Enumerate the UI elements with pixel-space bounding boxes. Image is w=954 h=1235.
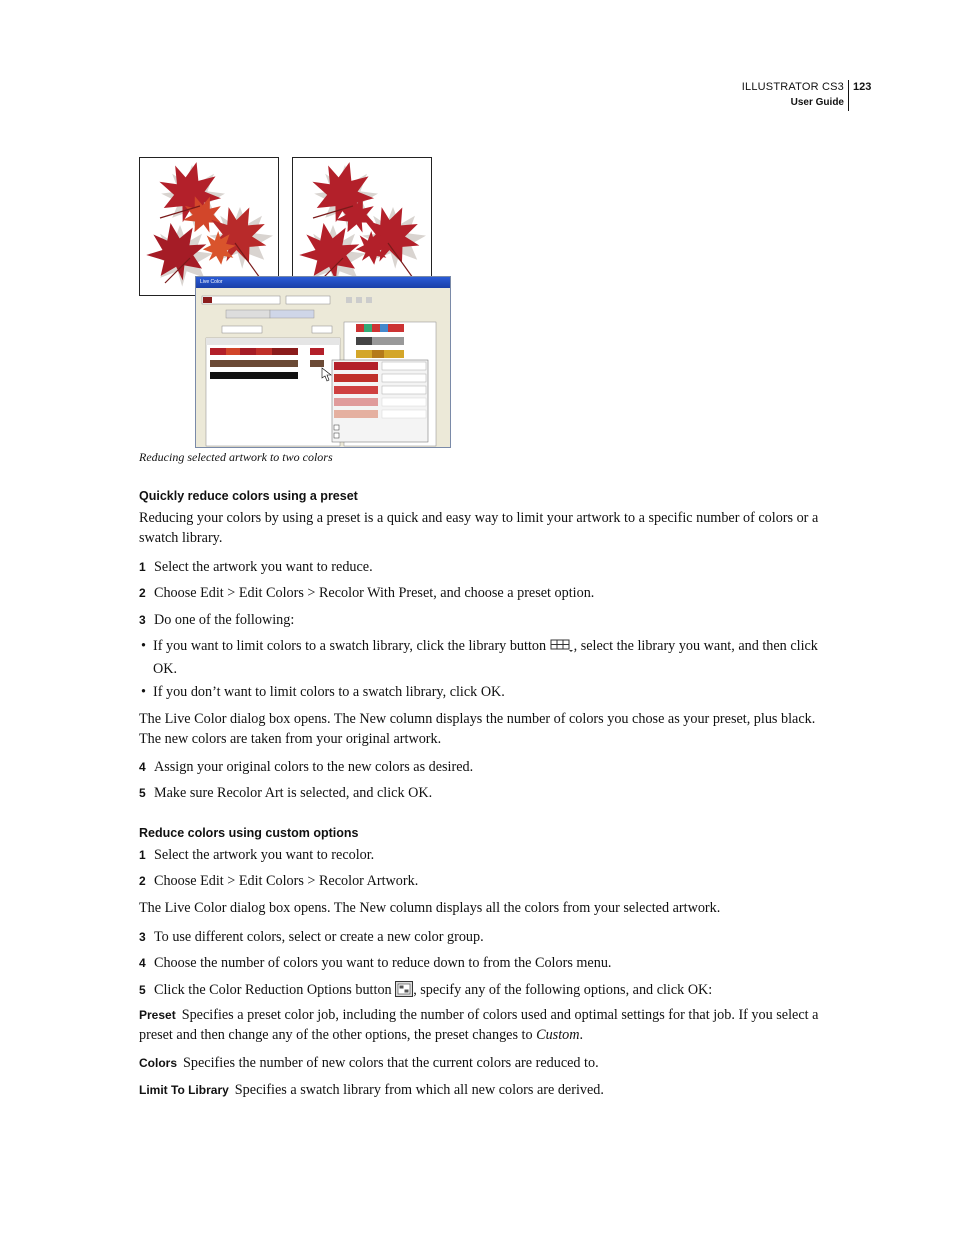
- definition-text: Specifies a swatch library from which all new colors are derived.: [234, 1082, 604, 1098]
- step-text-b: , specify any of the following options, and click OK:: [413, 982, 713, 998]
- step-text: Select the artwork you want to reduce.: [154, 559, 373, 575]
- step-text: Choose Edit > Edit Colors > Recolor With Preset, and choose a preset option.: [154, 585, 595, 601]
- dialog-title: Live Color: [196, 277, 450, 288]
- live-color-dialog-screenshot: [195, 276, 451, 448]
- bullet-text-b: , select the library you want, and then click OK.: [153, 638, 818, 677]
- step-text: Do one of the following:: [154, 612, 295, 628]
- section1-paragraph: The Live Color dialog box opens. The New column displays the number of colors you chose as your preset, plus black. The new colors are taken from your original artwork.: [139, 711, 816, 747]
- step-text-a: Click the Color Reduction Options button: [154, 982, 396, 998]
- guide-name: User Guide: [790, 97, 844, 108]
- step-item: [139, 583, 594, 603]
- step-item: [139, 757, 473, 777]
- step-item: [139, 871, 418, 891]
- figure-caption: Reducing selected artwork to two colors: [139, 450, 333, 464]
- step-number: 5: [139, 983, 146, 997]
- bullet-item: • If you don’t want to limit colors to a swatch library, click OK.: [139, 682, 819, 702]
- definition-limit-to-library: [139, 1080, 819, 1100]
- step-text: To use different colors, select or create a new color group.: [154, 929, 484, 945]
- section-heading-preset: Quickly reduce colors using a preset: [139, 489, 358, 503]
- step-number: 1: [139, 560, 146, 574]
- bullet-text: If you don’t want to limit colors to a swatch library, click OK.: [153, 684, 505, 700]
- step-item: [139, 845, 374, 865]
- definition-term: Preset: [139, 1008, 176, 1022]
- definition-text-b: .: [579, 1027, 584, 1043]
- maple-leaves-two-color-image: [293, 158, 431, 295]
- step-number: 1: [139, 848, 146, 862]
- step-text: Choose the number of colors you want to reduce down to from the Colors menu.: [154, 955, 612, 971]
- section1-intro: Reducing your colors by using a preset is a quick and easy way to limit your artwork to a specific number of colors or a swatch library.: [139, 510, 819, 546]
- product-name: ILLUSTRATOR CS3: [741, 81, 844, 93]
- step-number: 4: [139, 956, 146, 970]
- swatch-library-icon: [550, 639, 574, 659]
- page-number: 123: [848, 80, 871, 111]
- step-number: 2: [139, 586, 146, 600]
- step-text: Assign your original colors to the new colors as desired.: [154, 759, 474, 775]
- step-item: [139, 783, 432, 803]
- step-text: Select the artwork you want to recolor.: [154, 847, 375, 863]
- step-item: [139, 953, 611, 973]
- section2-paragraph: The Live Color dialog box opens. The New column displays all the colors from your selected artwork.: [139, 900, 721, 916]
- step-item: [139, 980, 712, 1003]
- definition-text: Specifies the number of new colors that the current colors are reduced to.: [183, 1055, 599, 1071]
- running-header: [742, 80, 844, 110]
- step-text: Choose Edit > Edit Colors > Recolor Artwork.: [154, 873, 419, 889]
- definition-preset: [139, 1005, 819, 1045]
- step-number: 3: [139, 930, 146, 944]
- dialog-body-image: [196, 288, 450, 447]
- definition-term: Colors: [139, 1056, 178, 1070]
- figure-leaves-live-color: [139, 157, 451, 449]
- step-number: 4: [139, 760, 146, 774]
- definition-text-em: Custom: [536, 1027, 580, 1043]
- step-item: [139, 610, 294, 630]
- step-item: [139, 927, 484, 947]
- color-reduction-options-icon: [395, 981, 413, 1003]
- step-text: Make sure Recolor Art is selected, and click OK.: [154, 785, 433, 801]
- step-number: 2: [139, 874, 146, 888]
- bullet-item: • If you want to limit colors to a swatch library, click the library button , select the library you want, and then click OK.: [141, 638, 818, 677]
- definition-text-a: Specifies a preset color job, including the number of colors used and optimal settings for that job. If you select a preset and then change any of the other options, the preset changes to: [139, 1007, 819, 1043]
- maple-leaves-multicolor-image: [140, 158, 278, 295]
- definition-term: Limit To Library: [139, 1083, 229, 1097]
- step-number: 3: [139, 613, 146, 627]
- step-item: [139, 557, 373, 577]
- section-heading-custom: Reduce colors using custom options: [139, 826, 359, 840]
- definition-colors: [139, 1053, 819, 1073]
- bullet-text-a: If you want to limit colors to a swatch library, click the library button: [153, 638, 550, 654]
- step-number: 5: [139, 786, 146, 800]
